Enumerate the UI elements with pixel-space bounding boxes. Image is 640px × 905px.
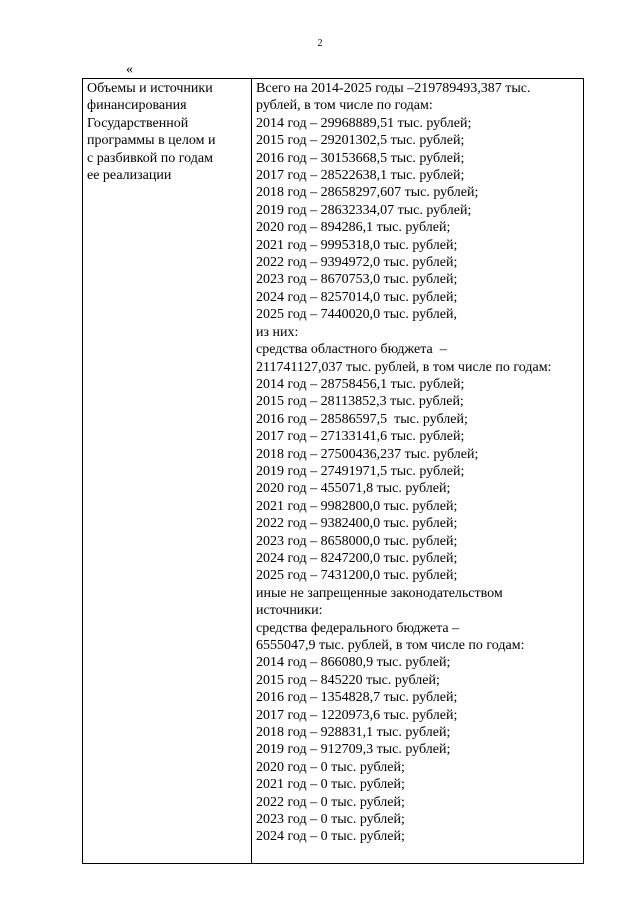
table-row xyxy=(83,79,584,864)
value-line: 2023 год – 8670753,0 тыс. рублей; xyxy=(256,272,458,288)
value-line: Всего на 2014-2025 годы –219789493,387 тыс. xyxy=(256,81,531,96)
value-line: 2016 год – 30153668,5 тыс. рублей; xyxy=(256,150,465,166)
value-line: средства областного бюджета – xyxy=(256,342,447,358)
value-line: 2021 год – 9982800,0 тыс. рублей; xyxy=(256,498,458,514)
value-line: 6555047,9 тыс. рублей, в том числе по годам: xyxy=(256,638,525,653)
value-line: источники: xyxy=(256,603,323,619)
value-line: рублей, в том числе по годам: xyxy=(256,98,433,114)
opening-quote-mark: « xyxy=(126,62,133,77)
value-line: иные не запрещенные законодательством xyxy=(256,585,503,601)
value-text xyxy=(256,80,579,846)
label-text xyxy=(87,80,247,184)
value-line: 2022 год – 0 тыс. рублей; xyxy=(256,794,405,810)
value-line: 2024 год – 0 тыс. рублей; xyxy=(256,829,405,845)
value-line: из них: xyxy=(256,324,299,340)
value-line: 2021 год – 0 тыс. рублей; xyxy=(256,777,405,793)
value-line: 2019 год – 28632334,07 тыс. рублей; xyxy=(256,202,472,218)
value-line: 2024 год – 8257014,0 тыс. рублей; xyxy=(256,289,458,305)
value-line: 2021 год – 9995318,0 тыс. рублей; xyxy=(256,237,458,253)
value-line: 2020 год – 0 тыс. рублей; xyxy=(256,759,405,775)
label-line: ее реализации xyxy=(87,168,172,184)
value-line: 2020 год – 894286,1 тыс. рублей; xyxy=(256,220,451,236)
value-cell xyxy=(252,79,584,864)
page-number: 2 xyxy=(317,38,323,49)
value-line: 2020 год – 455071,8 тыс. рублей; xyxy=(256,481,451,497)
value-line: 2017 год – 28522638,1 тыс. рублей; xyxy=(256,168,465,184)
value-line: 2015 год – 29201302,5 тыс. рублей; xyxy=(256,133,465,149)
value-line: 2019 год – 912709,3 тыс. рублей; xyxy=(256,742,451,758)
value-line: средства федерального бюджета – xyxy=(256,620,460,636)
value-line: 2017 год – 27133141,6 тыс. рублей; xyxy=(256,429,465,445)
value-line: 2015 год – 845220 тыс. рублей; xyxy=(256,672,440,688)
value-line: 2024 год – 8247200,0 тыс. рублей; xyxy=(256,550,458,566)
value-line: 2018 год – 28658297,607 тыс. рублей; xyxy=(256,185,479,201)
value-line: 2025 год – 7440020,0 тыс. рублей, xyxy=(256,307,457,323)
value-line: 2019 год – 27491971,5 тыс. рублей; xyxy=(256,463,465,479)
value-line: 2022 год – 9394972,0 тыс. рублей; xyxy=(256,255,458,271)
value-line: 2025 год – 7431200,0 тыс. рублей; xyxy=(256,568,458,584)
value-line: 2017 год – 1220973,6 тыс. рублей; xyxy=(256,707,458,723)
value-line: 2015 год – 28113852,3 тыс. рублей; xyxy=(256,394,464,410)
label-line: Государственной xyxy=(87,115,189,131)
label-line: финансирования xyxy=(87,98,187,114)
value-line: 2023 год – 8658000,0 тыс. рублей; xyxy=(256,533,458,549)
financing-table xyxy=(82,78,584,864)
label-cell xyxy=(83,79,252,864)
value-line: 2023 год – 0 тыс. рублей; xyxy=(256,812,405,828)
value-line: 2018 год – 27500436,237 тыс. рублей; xyxy=(256,446,479,462)
value-line: 2016 год – 28586597,5 тыс. рублей; xyxy=(256,411,468,427)
value-line: 2014 год – 29968889,51 тыс. рублей; xyxy=(256,115,472,131)
label-line: Объемы и источники xyxy=(87,81,213,96)
value-line: 2016 год – 1354828,7 тыс. рублей; xyxy=(256,690,458,706)
value-line: 2018 год – 928831,1 тыс. рублей; xyxy=(256,725,451,741)
label-line: с разбивкой по годам xyxy=(87,150,213,166)
label-line: программы в целом и xyxy=(87,133,216,149)
value-line: 2022 год – 9382400,0 тыс. рублей; xyxy=(256,516,458,532)
value-line: 211741127,037 тыс. рублей, в том числе по годам: xyxy=(256,359,552,375)
value-line: 2014 год – 28758456,1 тыс. рублей; xyxy=(256,376,465,392)
value-line: 2014 год – 866080,9 тыс. рублей; xyxy=(256,655,451,671)
